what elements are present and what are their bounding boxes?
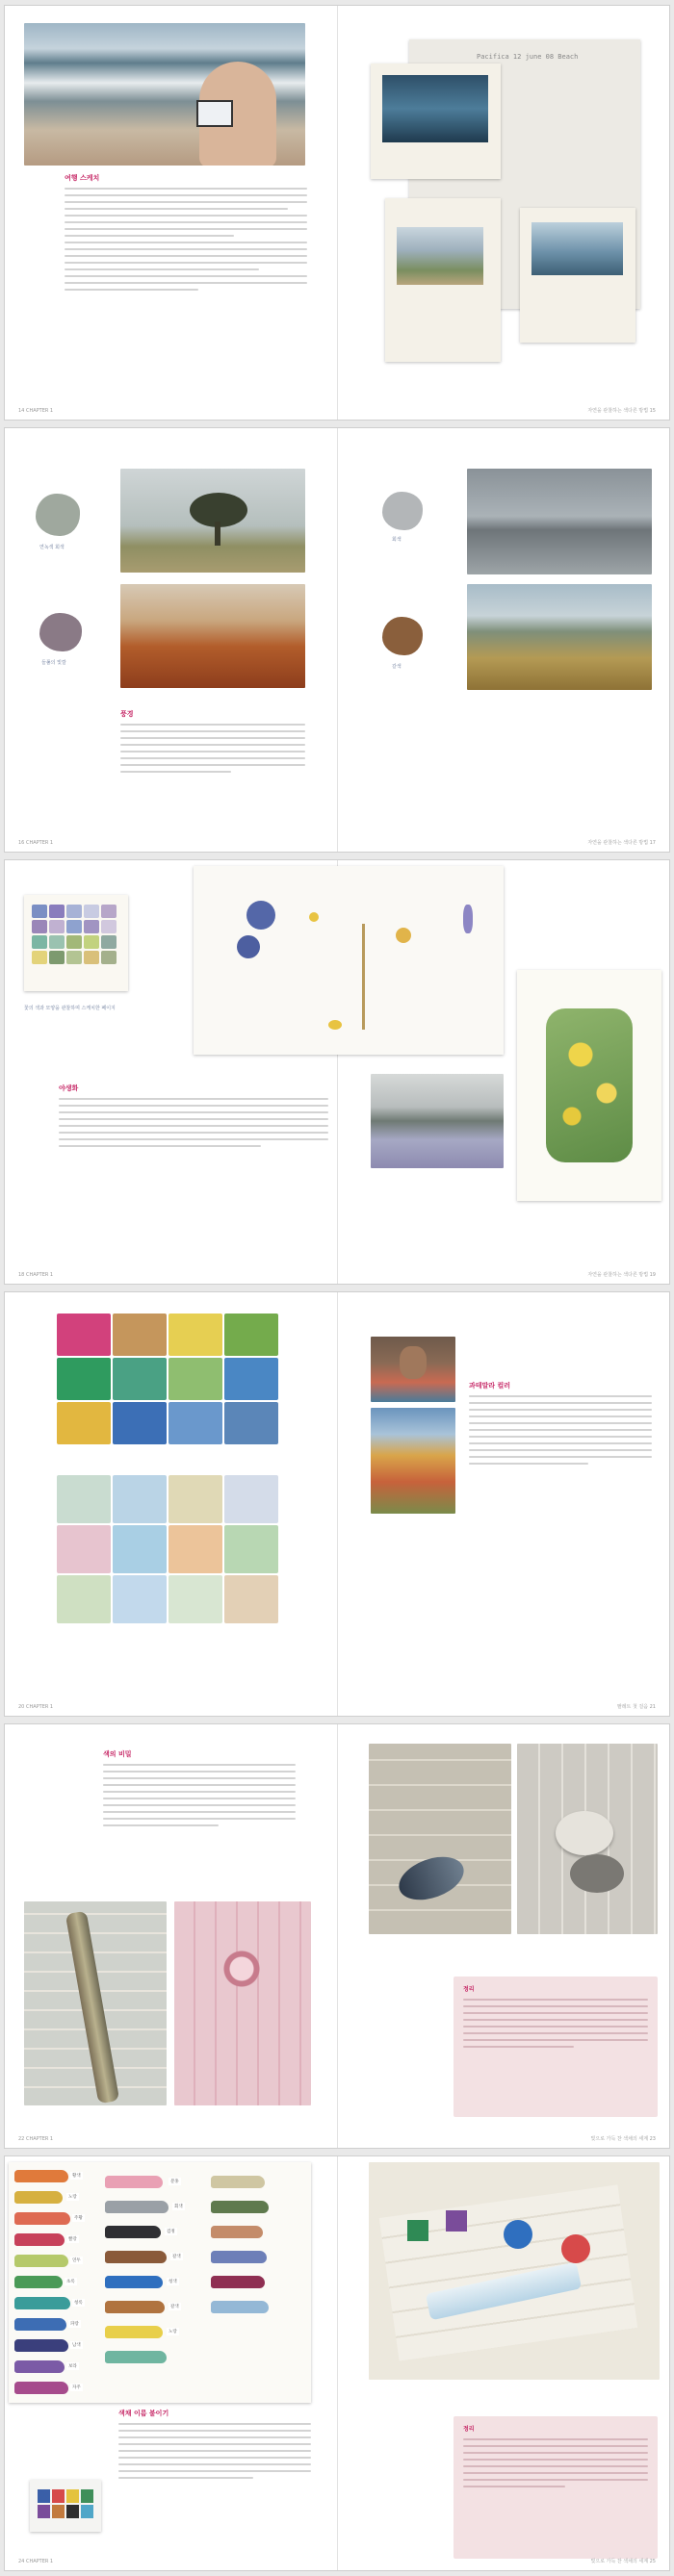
color-stroke [211,2201,269,2213]
color-name-tag: 자주 [72,2385,81,2390]
color-name-tag: 파랑 [70,2322,79,2327]
summary-note [454,2416,658,2559]
color-stroke [14,2212,70,2225]
gutter [337,1724,338,2148]
gutter [337,6,338,420]
section-title: 색채 이름 붙이기 [118,2410,169,2417]
color-stroke [105,2226,161,2238]
guatemala-woman-photo [371,1337,455,1402]
color-name-tag: 청색 [168,2280,177,2284]
spread-6 [4,2155,670,2571]
lichen-branch-photo [24,1901,167,2105]
color-stroke [105,2351,167,2363]
folio-right: 자연을 관찰하는 색다른 방법 19 [587,1272,656,1278]
swatch-blot-1 [36,494,80,536]
color-name-tag: 보라 [68,2364,77,2369]
color-name-tag: 연두 [72,2258,81,2263]
note-title: 정리 [463,2426,475,2433]
color-name-tag: 검정 [167,2230,175,2234]
paint-pan-box [30,2480,101,2532]
grey-sea-photo [467,469,652,574]
color-stroke [14,2339,68,2352]
color-stroke [211,2301,269,2313]
section-title: 야생화 [59,1084,79,1092]
color-stroke [105,2326,163,2338]
spread-1 [4,5,670,421]
section-title: 여행 스케치 [65,174,100,182]
spread-5 [4,1723,670,2149]
folio-right: 자연을 관찰하는 색다른 방법 15 [587,408,656,414]
swatch-blot-2 [39,613,82,651]
color-name-tag: 갈색 [172,2255,181,2259]
spread-3 [4,859,670,1285]
summary-note [454,1977,658,2117]
folio-left: 16 CHAPTER 1 [18,840,54,846]
lavender-field-photo [371,1074,504,1168]
section-title: 색의 비밀 [103,1750,132,1758]
color-name-tag: 회색 [174,2205,183,2209]
color-stroke [211,2226,263,2238]
blot-label-4: 갈색 [392,664,402,670]
color-stroke [14,2255,68,2267]
body-text [65,188,307,291]
section-title: 풍경 [120,710,134,718]
color-name-tag: 노랑 [168,2330,177,2334]
yellow-flower-painting [517,970,661,1201]
spread-2 [4,427,670,853]
color-stroke [14,2297,70,2309]
oak-tree-photo [120,469,305,573]
color-stroke [105,2176,163,2188]
cherry-blossom-photo [174,1901,311,2105]
stones-photo [517,1744,658,1934]
folio-right: 빛으로 가득 찬 색채의 세계 23 [590,2136,656,2142]
palette-caption: 꽃의 색과 모양을 관찰하며 스케치한 페이지 [24,1006,116,1011]
color-stroke [14,2170,68,2182]
guatemala-street-photo [371,1408,455,1514]
golden-meadow-photo [467,584,652,690]
color-name-tag: 청록 [74,2301,83,2306]
color-name-tag: 빨강 [68,2237,77,2242]
color-name-tag: 남색 [72,2343,81,2348]
bright-swatch-grid [57,1314,278,1444]
seashell-swatch-photo [369,1744,511,1934]
color-stroke [14,2276,63,2288]
spread-4 [4,1291,670,1717]
sketch-card-2 [385,198,501,362]
blot-label-3: 회색 [392,537,402,543]
color-stroke [14,2233,65,2246]
color-stroke [105,2201,168,2213]
color-stroke [14,2360,65,2373]
folio-left: 20 CHAPTER 1 [18,1704,54,1710]
sketch-card-3 [520,208,635,343]
color-name-tag: 노랑 [68,2195,77,2200]
beach-painting-photo [24,23,305,166]
note-title: 정리 [463,1986,475,1993]
folio-left: 24 CHAPTER 1 [18,2559,54,2564]
gutter [337,1292,338,1716]
color-stroke [211,2276,265,2288]
palette-card [24,895,128,991]
color-stroke [105,2301,165,2313]
blot-label-2: 들풀의 빛깔 [41,660,66,666]
pastel-swatch-grid [57,1475,278,1623]
swatch-blot-4 [382,617,423,655]
folio-right: 빛으로 가득 찬 색채의 세계 25 [590,2559,656,2564]
gutter [337,428,338,852]
color-stroke [105,2276,163,2288]
gutter [337,2156,338,2570]
blot-label-1: 연녹색 회색 [39,545,65,550]
color-stroke [14,2382,68,2394]
red-field-photo [120,584,305,688]
color-stroke [14,2318,66,2331]
folio-left: 18 CHAPTER 1 [18,1272,54,1278]
folio-right: 자연을 관찰하는 색다른 방법 17 [587,840,656,846]
color-stroke [105,2251,167,2263]
folio-left: 14 CHAPTER 1 [18,408,54,414]
color-stroke [14,2191,63,2204]
color-name-tag: 초록 [66,2280,75,2284]
color-name-tag: 황색 [72,2174,81,2179]
color-stroke [211,2251,267,2263]
notebook-handwriting: Pacifica 12 june 08 Beach [477,53,579,61]
swatch-blot-3 [382,492,423,530]
palette-swatch-grid [32,905,117,964]
folio-right: 팔레트 첫 걸음 21 [616,1704,656,1710]
color-name-tag: 분홍 [170,2180,179,2184]
color-names-chart [9,2162,311,2403]
section-title: 과테말라 컬러 [469,1382,511,1390]
folio-left: 22 CHAPTER 1 [18,2136,54,2142]
color-name-tag: 주황 [74,2216,83,2221]
color-stroke [211,2176,265,2188]
sketch-card-1 [371,64,501,179]
paint-tube-photo [369,2162,660,2380]
wildflower-sketch [194,866,504,1055]
color-name-tag: 갈색 [170,2305,179,2309]
